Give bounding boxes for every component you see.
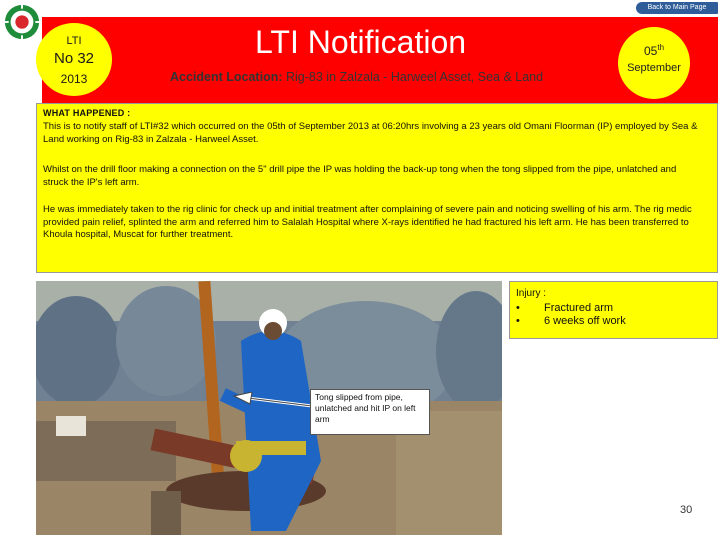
- injury-list: [516, 302, 626, 328]
- injury-item: • 6 weeks off work: [516, 315, 626, 327]
- lti-number: No 32: [53, 50, 95, 67]
- photo-callout: Tong slipped from pipe, unlatched and hit IP on left arm: [310, 389, 430, 435]
- date-badge: [618, 27, 690, 99]
- accident-location: [170, 70, 543, 84]
- incident-paragraph-3: He was immediately taken to the rig clinic for check up and initial treatment after complaining of severe pain and noticing swelling of his arm. The rig medic provided pain relief, splinted the arm and referred him to Salalah Hospital where X-rays identified he had fractured his left arm. He has been transferred to Khoula hospital, Muscat for further treatment.: [43, 204, 692, 240]
- date-day: 05th: [643, 43, 665, 58]
- callout-arrow-icon: [230, 392, 312, 416]
- incident-description: [36, 103, 718, 273]
- page-title: LTI Notification: [255, 24, 467, 60]
- lti-label: LTI: [66, 35, 82, 47]
- back-to-main-page-button[interactable]: Back to Main Page: [636, 2, 718, 14]
- what-happened-heading: WHAT HAPPENED :: [43, 108, 131, 118]
- bullet-icon: •: [516, 315, 520, 327]
- incident-paragraph-1: This is to notify staff of LTI#32 which occurred on the 05th of September 2013 at 06:20hrs involving a 23 years old Omani Floorman (IP) employed by Sea & Land working on Rig-83 in Zalzala - Harweel Asset.: [43, 121, 698, 145]
- incident-paragraph-2: Whilst on the drill floor making a connection on the 5" drill pipe the IP was holding the back-up tong when the tong slipped from the pipe, unlatched and struck the IP's left arm.: [43, 164, 677, 188]
- lti-badge: [36, 23, 112, 96]
- location-value: Rig-83 in Zalzala - Harweel Asset, Sea & Land: [286, 70, 544, 84]
- injury-summary: [509, 281, 718, 339]
- bullet-icon: •: [516, 302, 520, 314]
- date-month: September: [627, 62, 681, 74]
- injury-item: • Fractured arm: [516, 302, 614, 314]
- page-number: 30: [680, 504, 693, 516]
- lti-year: 2013: [60, 72, 88, 86]
- injury-title: Injury :: [516, 288, 547, 299]
- location-label: Accident Location:: [170, 70, 283, 84]
